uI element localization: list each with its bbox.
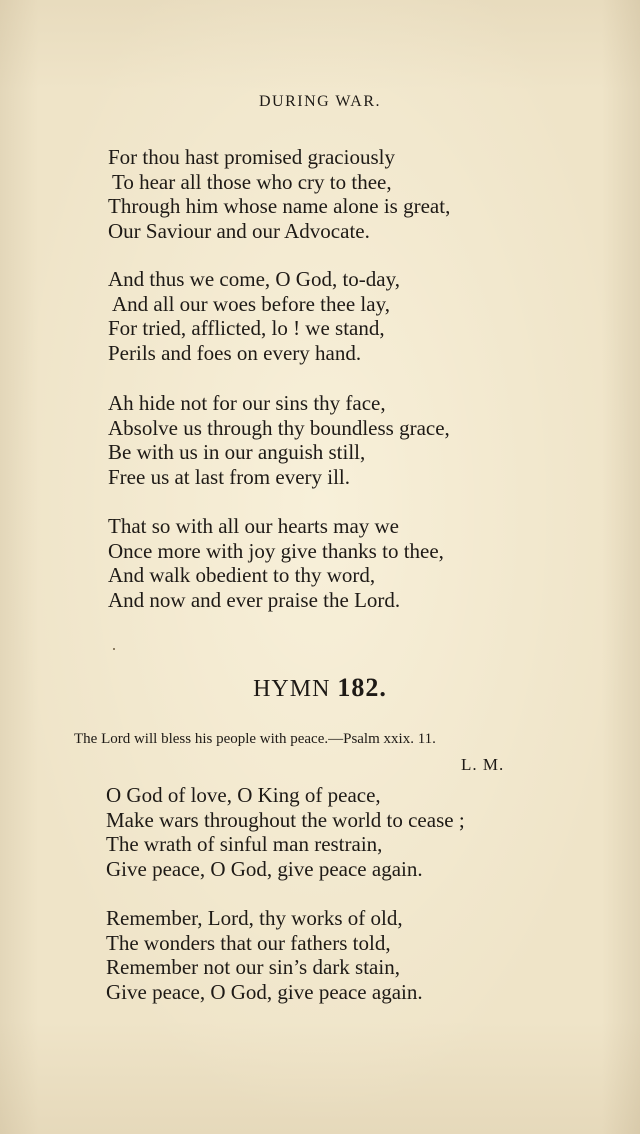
stanza-1 [108, 145, 450, 243]
hymn-title [0, 673, 640, 703]
print-speck [113, 648, 115, 650]
verse-line: The wrath of sinful man restrain, [106, 832, 383, 856]
verse-line: Perils and foes on every hand. [108, 340, 362, 365]
verse-line: Remember, Lord, thy works of old, [106, 906, 403, 930]
verse-line: Free us at last from every ill. [108, 464, 351, 489]
hymn-stanza-1 [106, 783, 465, 881]
verse-line: And walk obedient to thy word, [108, 563, 376, 587]
verse-line: O God of love, O King of peace, [106, 783, 381, 807]
verse-line: Make wars throughout the world to cease ; [106, 807, 465, 832]
hymn-label: HYMN [253, 676, 331, 702]
verse-line: Be with us in our anguish still, [108, 440, 366, 464]
verse-line: For tried, afflicted, lo ! we stand, [108, 316, 385, 340]
verse-line: Give peace, O God, give peace again. [106, 979, 423, 1004]
verse-line: And all our woes before thee lay, [112, 291, 390, 316]
stanza-3 [108, 391, 450, 489]
verse-line: Ah hide not for our sins thy face, [108, 391, 386, 415]
verse-line: Our Saviour and our Advocate. [108, 218, 370, 243]
verse-line: To hear all those who cry to thee, [112, 169, 392, 194]
verse-line: The wonders that our fathers told, [106, 930, 391, 955]
hymn-meter: L. M. [461, 755, 505, 774]
stanza-2 [108, 267, 400, 365]
verse-line: Absolve us through thy boundless grace, [108, 415, 450, 440]
verse-line: For thou hast promised graciously [108, 145, 395, 169]
verse-line: And thus we come, O God, to-day, [108, 267, 401, 291]
hymn-stanza-2 [106, 906, 423, 1004]
verse-line: Once more with joy give thanks to thee, [108, 538, 444, 563]
stanza-4 [108, 514, 444, 612]
verse-line: Remember not our sin’s dark stain, [106, 955, 400, 979]
hymn-number: 182. [337, 673, 387, 702]
verse-line: That so with all our hearts may we [108, 514, 400, 538]
scripture-epigraph: The Lord will bless his people with peace.—Psalm xxix. 11. [74, 731, 436, 747]
verse-line: And now and ever praise the Lord. [108, 587, 401, 612]
verse-line: Give peace, O God, give peace again. [106, 856, 423, 881]
verse-line: Through him whose name alone is great, [108, 194, 451, 218]
running-head: DURING WAR. [259, 93, 381, 110]
